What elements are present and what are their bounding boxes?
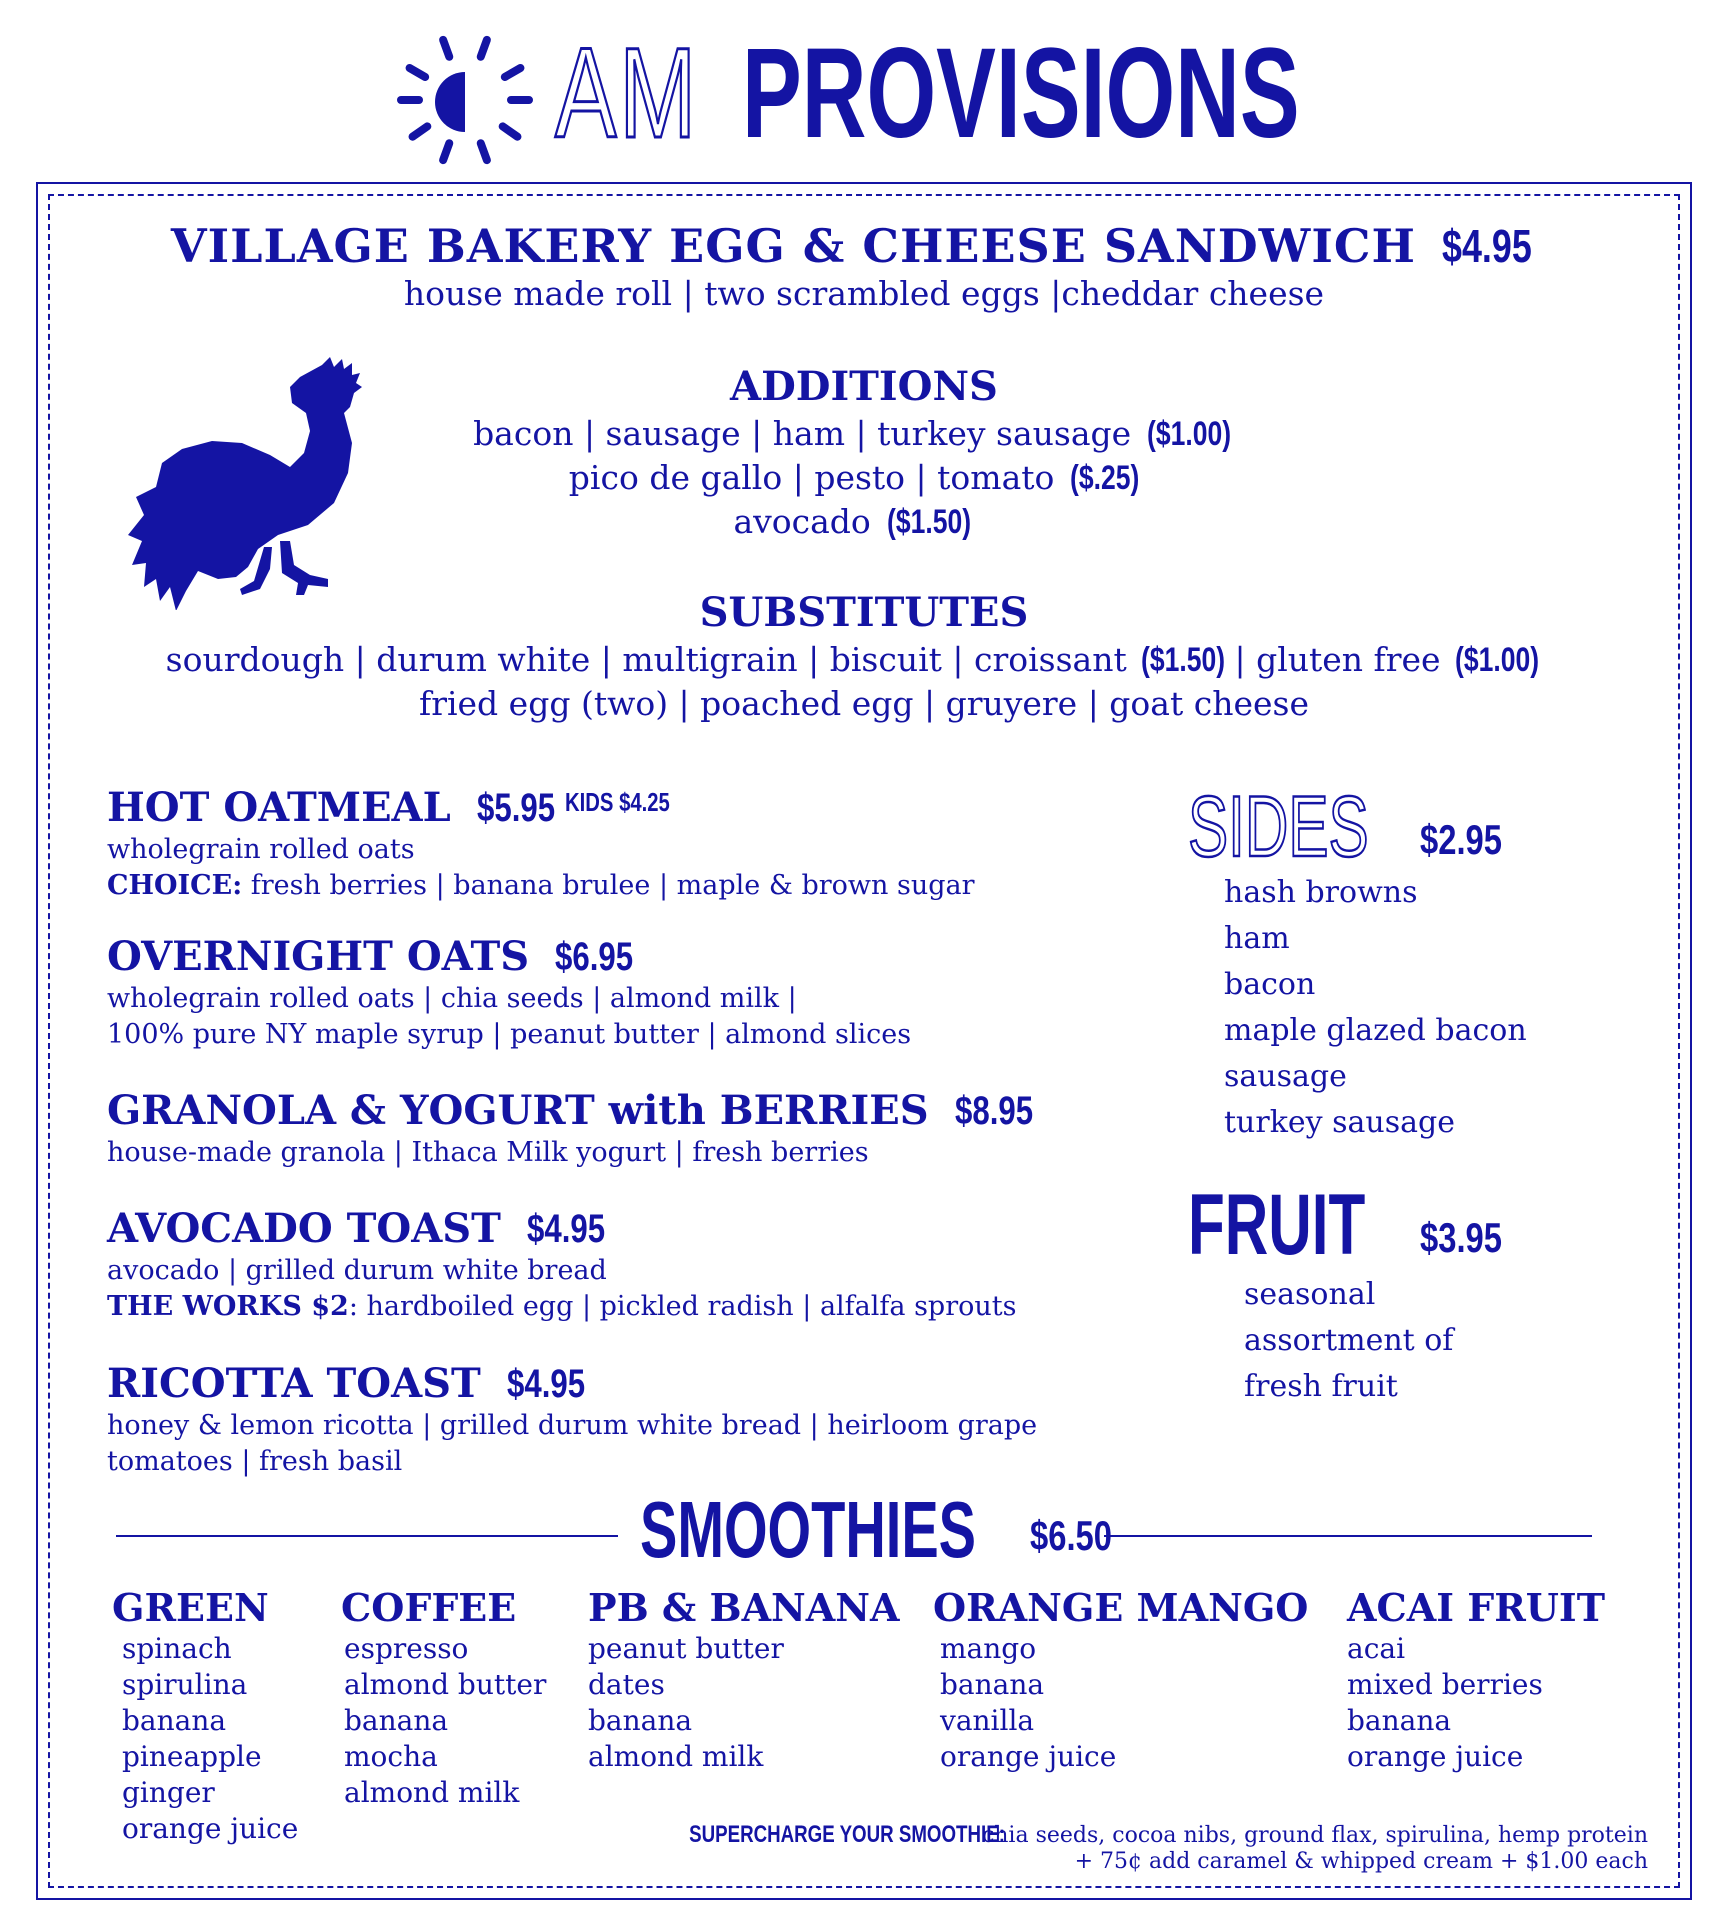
substitutes-line-1a: sourdough | durum white | multigrain | biscuit | croissant <box>165 640 1127 679</box>
choice-label: CHOICE: <box>107 870 243 901</box>
item-kids-price: KIDS $4.25 <box>564 787 670 817</box>
item-desc: wholegrain rolled oats <box>107 834 415 865</box>
additions-line-2-price: ($.25) <box>1070 459 1140 497</box>
additions-line-3-text: avocado <box>733 502 871 541</box>
list-item: ham <box>1224 921 1290 956</box>
sides-title: SIDES <box>1188 779 1369 875</box>
smoothie-green <box>112 1585 298 1847</box>
substitutes-line-1a-price: ($1.50) <box>1140 641 1225 679</box>
substitutes-title: SUBSTITUTES <box>699 589 1029 636</box>
additions-line-2-text: pico de gallo | pesto | tomato <box>568 458 1055 497</box>
additions-line-1-text: bacon | sausage | ham | turkey sausage <box>473 414 1132 453</box>
supercharge-text: chia seeds, cocoa nibs, ground flax, spirulina, hemp protein <box>981 1823 1648 1848</box>
item-title-row <box>107 1087 1055 1135</box>
fruit-line: seasonal <box>1244 1277 1376 1312</box>
item-desc: avocado | grilled durum white bread <box>107 1255 607 1286</box>
smoothie-name: ORANGE MANGO <box>933 1585 1309 1630</box>
item-title: AVOCADO TOAST <box>107 1205 501 1252</box>
smoothie-name: GREEN <box>112 1585 269 1630</box>
ingredient: orange juice <box>1347 1740 1524 1773</box>
smoothie-orange-mango <box>933 1585 1308 1775</box>
item-granola-yogurt <box>107 1087 1055 1171</box>
ingredient: mocha <box>344 1740 438 1773</box>
smoothie-name: COFFEE <box>341 1585 517 1630</box>
ingredient: spinach <box>122 1632 232 1665</box>
item-title: OVERNIGHT OATS <box>107 933 530 980</box>
additions-line-1 <box>0 412 1728 456</box>
smoothie-pb-banana <box>588 1585 900 1775</box>
supercharge-line-2: + 75¢ add caramel & whipped cream + $1.00 each <box>1074 1849 1648 1874</box>
sandwich-heading <box>0 220 1728 272</box>
ingredient: orange juice <box>940 1740 1117 1773</box>
smoothies-price: $6.50 <box>1030 1512 1112 1559</box>
sides-section <box>1188 779 1527 1140</box>
item-desc: honey & lemon ricotta | grilled durum white bread | heirloom grape <box>107 1410 1038 1441</box>
item-overnight-oats <box>107 933 911 1053</box>
sandwich-description: house made roll | two scrambled eggs |cheddar cheese <box>403 274 1325 313</box>
item-avocado-toast <box>107 1205 1016 1325</box>
ingredient: mango <box>940 1632 1037 1665</box>
fruit-line: fresh fruit <box>1244 1369 1398 1404</box>
ingredient: acai <box>1347 1632 1406 1665</box>
sandwich-price: $4.95 <box>1441 220 1532 272</box>
ingredient: mixed berries <box>1347 1668 1543 1701</box>
works-label: THE WORKS $2 <box>107 1291 349 1322</box>
supercharge-line-1 <box>600 1822 1648 1849</box>
ingredient: peanut butter <box>588 1632 784 1665</box>
item-desc: wholegrain rolled oats | chia seeds | almond milk | <box>107 983 797 1014</box>
item-desc: house-made granola | Ithaca Milk yogurt | fresh berries <box>107 1137 869 1168</box>
ingredient: espresso <box>344 1632 469 1665</box>
header <box>0 22 1728 170</box>
item-ricotta-toast <box>107 1360 1037 1480</box>
substitutes-line-1 <box>0 638 1728 682</box>
smoothie-acai-fruit <box>1347 1585 1605 1775</box>
sides-price: $2.95 <box>1420 816 1502 863</box>
fruit-description <box>1244 1272 1453 1410</box>
ingredient: dates <box>588 1668 665 1701</box>
substitutes-line-1b-price: ($1.00) <box>1454 641 1539 679</box>
substitutes-line-2: fried egg (two) | poached egg | gruyere | goat cheese <box>418 684 1309 723</box>
item-desc-works <box>107 1289 1016 1325</box>
additions-line-1-price: ($1.00) <box>1147 415 1232 453</box>
list-item: bacon <box>1224 967 1316 1002</box>
ingredient: almond milk <box>344 1776 520 1809</box>
item-price: $4.95 <box>526 1207 606 1251</box>
item-hot-oatmeal <box>107 778 975 904</box>
sandwich-title: VILLAGE BAKERY EGG & CHEESE SANDWICH <box>170 219 1416 273</box>
ingredient: almond milk <box>588 1740 764 1773</box>
item-title: GRANOLA & YOGURT with BERRIES <box>107 1087 929 1134</box>
ingredient: banana <box>940 1668 1045 1701</box>
list-item: turkey sausage <box>1224 1105 1455 1140</box>
additions-title: ADDITIONS <box>730 363 998 410</box>
brand-am: AM <box>555 22 699 165</box>
smoothie-name: ACAI FRUIT <box>1347 1585 1605 1630</box>
item-price: $8.95 <box>954 1089 1033 1133</box>
smoothies-title: SMOOTHIES <box>640 1485 977 1574</box>
list-item: sausage <box>1224 1059 1347 1094</box>
ingredient: vanilla <box>940 1704 1035 1737</box>
sun-icon <box>395 30 535 170</box>
item-title-row <box>107 933 911 981</box>
list-item: maple glazed bacon <box>1224 1013 1527 1048</box>
ingredient: spirulina <box>122 1668 248 1701</box>
fruit-title: FRUIT <box>1188 1177 1366 1273</box>
additions-line-3-price: ($1.50) <box>886 503 971 541</box>
choice-text: fresh berries | banana brulee | maple & brown sugar <box>242 870 975 901</box>
ingredient: banana <box>122 1704 227 1737</box>
item-price: $6.95 <box>555 935 634 979</box>
item-price: $4.95 <box>506 1362 585 1406</box>
works-text: : hardboiled egg | pickled radish | alfalfa sprouts <box>348 1291 1017 1322</box>
supercharge-note <box>600 1822 1648 1875</box>
item-title: HOT OATMEAL <box>107 784 451 831</box>
ingredient: banana <box>588 1704 693 1737</box>
ingredient: banana <box>344 1704 449 1737</box>
item-title-row <box>107 1205 1016 1253</box>
supercharge-label: SUPERCHARGE YOUR SMOOTHIE: <box>689 1821 1005 1848</box>
smoothie-coffee <box>341 1585 546 1811</box>
list-item: hash browns <box>1224 875 1418 910</box>
item-desc-choice <box>107 868 975 904</box>
fruit-price: $3.95 <box>1420 1214 1502 1261</box>
brand-provisions: PROVISIONS <box>742 22 1300 165</box>
fruit-line: assortment of <box>1244 1323 1454 1358</box>
item-title-row <box>107 1360 1037 1408</box>
ingredient: banana <box>1347 1704 1452 1737</box>
additions-line-2 <box>0 456 1728 500</box>
sides-list <box>1224 870 1527 1146</box>
smoothie-name: PB & BANANA <box>588 1585 900 1630</box>
ingredient: orange juice <box>122 1812 299 1845</box>
ingredient: ginger <box>122 1776 215 1809</box>
substitutes-line-1b: | gluten free <box>1234 640 1441 679</box>
ingredient: almond butter <box>344 1668 547 1701</box>
item-desc: tomatoes | fresh basil <box>107 1446 403 1477</box>
item-title: RICOTTA TOAST <box>107 1360 481 1407</box>
ingredient: pineapple <box>122 1740 262 1773</box>
divider-left <box>116 1535 618 1537</box>
item-title-row <box>107 778 975 832</box>
item-price: $5.95 <box>476 786 555 830</box>
item-desc: 100% pure NY maple syrup | peanut butter | almond slices <box>107 1019 912 1050</box>
fruit-section <box>1188 1177 1502 1404</box>
divider-right <box>1104 1535 1592 1537</box>
additions-line-3 <box>0 500 1728 544</box>
